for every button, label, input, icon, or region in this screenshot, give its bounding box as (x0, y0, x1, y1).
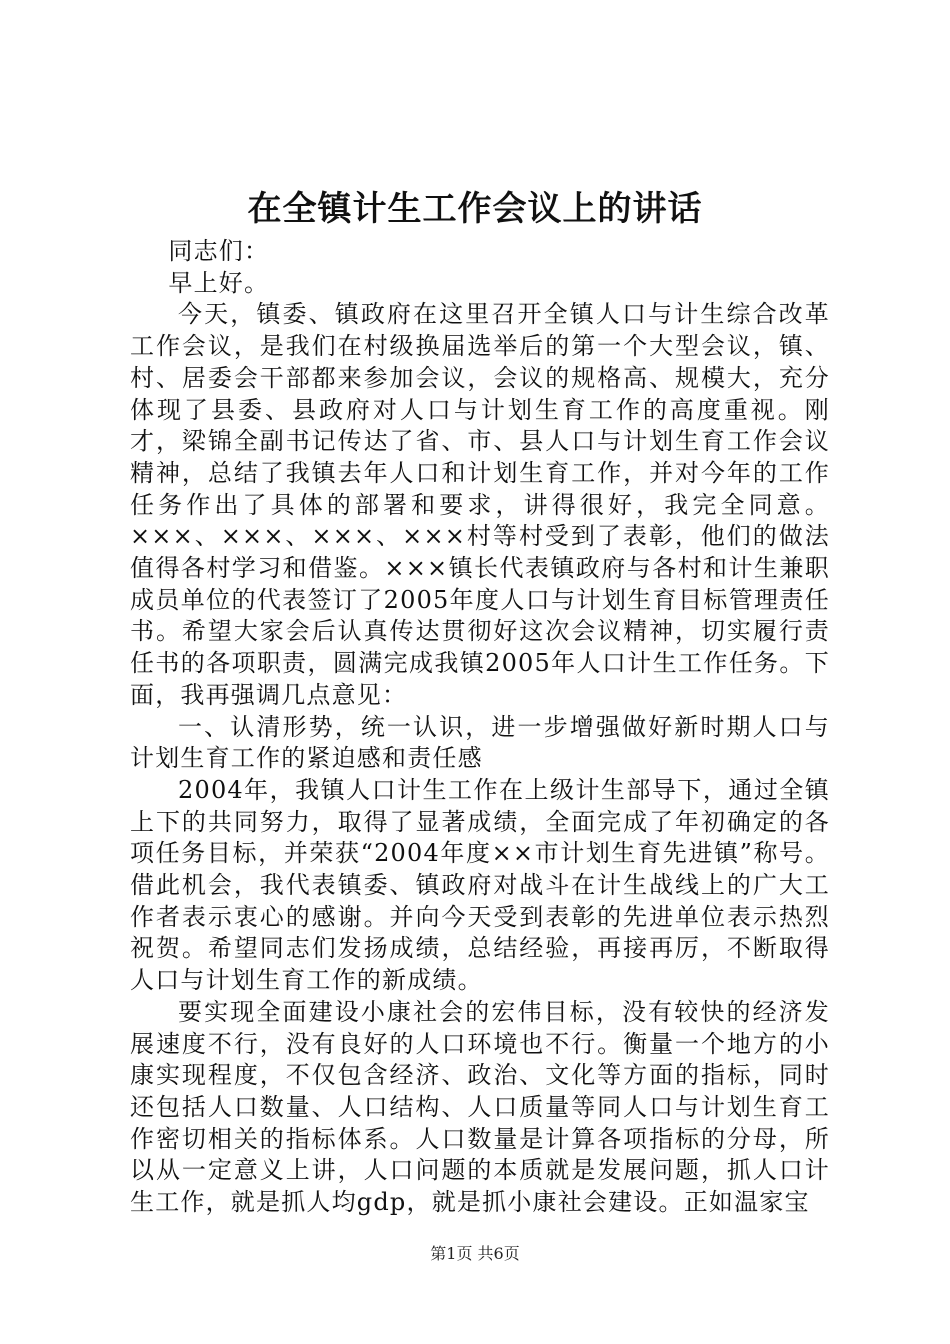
paragraph-intro: 今天，镇委、镇政府在这里召开全镇人口与计生综合改革工作会议，是我们在村级换届选举后的第一个大型会议，镇、村、居委会干部都来参加会议，会议的规格高、规模大，充分体现了县委、县政府对人口与计划生育工作的高度重视。刚才，梁锦全副书记传达了省、市、县人口与计划生育工作会议精神，总结了我镇去年人口和计划生育工作，并对今年的工作任务作出了具体的部署和要求，讲得很好，我完全同意。×××、×××、×××、×××村等村受到了表彰，他们的做法值得各村学习和借鉴。×××镇长代表镇政府与各村和计生兼职成员单位的代表签订了2005年度人口与计划生育目标管理责任书。希望大家会后认真传达贯彻好这次会议精神，切实履行责任书的各项职责，圆满完成我镇2005年人口计生工作任务。下面，我再强调几点意见： (130, 300, 830, 709)
section-heading-1: 一、认清形势，统一认识，进一步增强做好新时期人口与计划生育工作的紧迫感和责任感 (130, 712, 830, 773)
paragraph-salutation: 同志们： (168, 237, 270, 265)
paragraph-xiaokang: 要实现全面建设小康社会的宏伟目标，没有较快的经济发展速度不行，没有良好的人口环境也不行。衡量一个地方的小康实现程度，不仅包含经济、政治、文化等方面的指标，同时还包括人口数量、人口结构、人口质量等同人口与计划生育工作密切相关的指标体系。人口数量是计算各项指标的分母，所以从一定意义上讲，人口问题的本质就是发展问题，抓人口计生工作，就是抓人均gdp，就是抓小康社会建设。正如温家宝 (130, 997, 830, 1217)
paragraph-achievements: 2004年，我镇人口计生工作在上级计生部导下，通过全镇上下的共同努力，取得了显著成绩，全面完成了年初确定的各项任务目标，并荣获“2004年度××市计划生育先进镇”称号。借此机会，我代表镇委、镇政府对战斗在计生战线上的广大工作者表示衷心的感谢。并向今天受到表彰的先进单位表示热烈祝贺。希望同志们发扬成绩，总结经验，再接再厉，不断取得人口与计划生育工作的新成绩。 (130, 775, 830, 995)
paragraph-greeting: 早上好。 (168, 268, 270, 297)
page-number-footer: 第1页 共6页 (430, 1244, 520, 1263)
document-title: 在全镇计生工作会议上的讲话 (247, 189, 703, 229)
document-body (130, 236, 830, 1219)
